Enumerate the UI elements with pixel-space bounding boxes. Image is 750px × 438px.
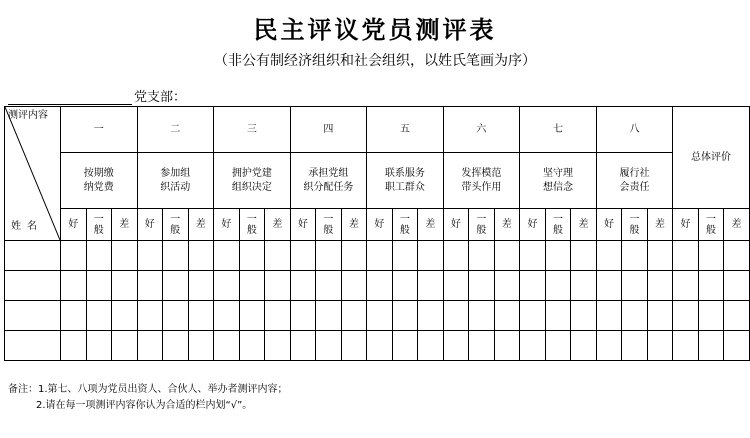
rating-cell[interactable] bbox=[137, 271, 163, 301]
rating-cell[interactable] bbox=[341, 241, 367, 271]
rating-cell[interactable] bbox=[290, 301, 316, 331]
item-description-3 bbox=[214, 153, 291, 209]
item-description-line1: 履行社 bbox=[619, 167, 650, 179]
rating-cell[interactable] bbox=[571, 331, 597, 361]
grade-good-header: 好 bbox=[673, 209, 699, 241]
item-description-line1: 拥护党建 bbox=[231, 167, 272, 179]
rating-cell[interactable] bbox=[214, 301, 240, 331]
notes bbox=[8, 382, 288, 414]
rating-cell[interactable] bbox=[61, 301, 87, 331]
member-name-cell[interactable] bbox=[5, 271, 61, 301]
rating-cell[interactable] bbox=[698, 271, 724, 301]
rating-cell[interactable] bbox=[545, 241, 571, 271]
rating-cell[interactable] bbox=[112, 301, 138, 331]
rating-cell[interactable] bbox=[341, 331, 367, 361]
rating-cell[interactable] bbox=[622, 241, 648, 271]
rating-cell[interactable] bbox=[596, 301, 622, 331]
item-description-line1: 参加组 bbox=[160, 167, 191, 179]
rating-cell[interactable] bbox=[265, 241, 291, 271]
item-description-8 bbox=[596, 153, 673, 209]
grade-average-header bbox=[239, 209, 265, 241]
grade-average-line2: 般 bbox=[552, 224, 563, 236]
rating-cell[interactable] bbox=[571, 301, 597, 331]
rating-cell[interactable] bbox=[469, 271, 495, 301]
rating-cell[interactable] bbox=[724, 331, 750, 361]
grade-poor-header: 差 bbox=[188, 209, 214, 241]
rating-cell[interactable] bbox=[520, 241, 546, 271]
content-label: 测评内容 bbox=[8, 110, 48, 121]
item-description-4 bbox=[290, 153, 367, 209]
rating-cell[interactable] bbox=[112, 241, 138, 271]
item-description-line2: 组织决定 bbox=[231, 181, 272, 193]
rating-cell[interactable] bbox=[418, 241, 444, 271]
rating-cell[interactable] bbox=[494, 301, 520, 331]
item-description-6 bbox=[443, 153, 520, 209]
grade-good-header: 好 bbox=[443, 209, 469, 241]
overall-evaluation-header: 总体评价 bbox=[673, 107, 750, 209]
rating-cell[interactable] bbox=[571, 241, 597, 271]
grade-average-line2: 般 bbox=[399, 224, 410, 236]
grade-average-header bbox=[698, 209, 724, 241]
rating-cell[interactable] bbox=[239, 271, 265, 301]
rating-cell[interactable] bbox=[163, 301, 189, 331]
rating-cell[interactable] bbox=[647, 331, 673, 361]
rating-cell[interactable] bbox=[647, 301, 673, 331]
item-description-line1: 坚守理 bbox=[542, 167, 573, 179]
grade-poor-header: 差 bbox=[112, 209, 138, 241]
item-description-5 bbox=[367, 153, 444, 209]
rating-cell[interactable] bbox=[112, 271, 138, 301]
rating-cell[interactable] bbox=[571, 271, 597, 301]
rating-cell[interactable] bbox=[392, 331, 418, 361]
item-number-8: 八 bbox=[596, 107, 673, 153]
rating-cell[interactable] bbox=[214, 331, 240, 361]
rating-cell[interactable] bbox=[418, 271, 444, 301]
rating-cell[interactable] bbox=[596, 331, 622, 361]
item-number-6: 六 bbox=[443, 107, 520, 153]
rating-cell[interactable] bbox=[724, 301, 750, 331]
item-description-line2: 想信念 bbox=[542, 181, 573, 193]
rating-cell[interactable] bbox=[443, 331, 469, 361]
rating-cell[interactable] bbox=[698, 241, 724, 271]
note-line-2: 2.请在每一项测评内容你认为合适的栏内划“√”。 bbox=[36, 400, 253, 411]
item-description-line2: 织分配任务 bbox=[303, 181, 354, 193]
grade-poor-header: 差 bbox=[494, 209, 520, 241]
rating-cell[interactable] bbox=[239, 331, 265, 361]
grade-poor-header: 差 bbox=[341, 209, 367, 241]
grade-average-line2: 般 bbox=[323, 224, 334, 236]
rating-cell[interactable] bbox=[61, 331, 87, 361]
grade-average-line2: 般 bbox=[170, 224, 181, 236]
rating-cell[interactable] bbox=[724, 271, 750, 301]
item-description-line1: 承担党组 bbox=[308, 167, 349, 179]
party-branch-line bbox=[8, 86, 186, 105]
grade-average-line1: 一 bbox=[170, 213, 181, 225]
rating-cell[interactable] bbox=[392, 271, 418, 301]
grade-average-header bbox=[545, 209, 571, 241]
name-label: 姓名 bbox=[11, 221, 43, 232]
rating-cell[interactable] bbox=[188, 331, 214, 361]
grade-average-line1: 一 bbox=[552, 213, 563, 225]
rating-cell[interactable] bbox=[86, 331, 112, 361]
rating-cell[interactable] bbox=[673, 271, 699, 301]
rating-cell[interactable] bbox=[137, 331, 163, 361]
table-row bbox=[5, 241, 750, 271]
rating-cell[interactable] bbox=[188, 301, 214, 331]
table-row bbox=[5, 301, 750, 331]
grade-poor-header: 差 bbox=[647, 209, 673, 241]
grade-average-line1: 一 bbox=[706, 213, 716, 225]
rating-cell[interactable] bbox=[290, 241, 316, 271]
rating-cell[interactable] bbox=[341, 271, 367, 301]
rating-cell[interactable] bbox=[622, 331, 648, 361]
rating-cell[interactable] bbox=[316, 271, 342, 301]
rating-cell[interactable] bbox=[239, 301, 265, 331]
rating-cell[interactable] bbox=[545, 301, 571, 331]
rating-cell[interactable] bbox=[188, 241, 214, 271]
form-title: 民主评议党员测评表 bbox=[253, 15, 497, 44]
grade-good-header: 好 bbox=[137, 209, 163, 241]
grade-average-header bbox=[469, 209, 495, 241]
item-description-line1: 联系服务 bbox=[384, 167, 425, 179]
rating-cell[interactable] bbox=[265, 271, 291, 301]
rating-cell[interactable] bbox=[545, 331, 571, 361]
rating-cell[interactable] bbox=[316, 331, 342, 361]
grade-average-line1: 一 bbox=[399, 213, 410, 225]
grade-good-header: 好 bbox=[520, 209, 546, 241]
rating-cell[interactable] bbox=[647, 241, 673, 271]
grade-poor-header: 差 bbox=[265, 209, 291, 241]
rating-cell[interactable] bbox=[469, 331, 495, 361]
rating-cell[interactable] bbox=[418, 331, 444, 361]
item-number-2: 二 bbox=[137, 107, 214, 153]
item-number-3: 三 bbox=[214, 107, 291, 153]
item-description-line1: 按期缴 bbox=[83, 167, 114, 179]
grade-average-line2: 般 bbox=[246, 224, 257, 236]
item-description-1 bbox=[61, 153, 138, 209]
item-description-line2: 带头作用 bbox=[461, 181, 502, 193]
grade-average-line1: 一 bbox=[323, 213, 334, 225]
rating-cell[interactable] bbox=[392, 241, 418, 271]
rating-cell[interactable] bbox=[188, 271, 214, 301]
item-description-line2: 织活动 bbox=[160, 181, 191, 193]
member-name-cell[interactable] bbox=[5, 241, 61, 271]
rating-cell[interactable] bbox=[367, 241, 393, 271]
rating-cell[interactable] bbox=[367, 301, 393, 331]
member-name-cell[interactable] bbox=[5, 331, 61, 361]
rating-cell[interactable] bbox=[418, 301, 444, 331]
rating-cell[interactable] bbox=[239, 241, 265, 271]
rating-cell[interactable] bbox=[316, 301, 342, 331]
rating-cell[interactable] bbox=[469, 241, 495, 271]
rating-cell[interactable] bbox=[367, 271, 393, 301]
rating-cell[interactable] bbox=[647, 271, 673, 301]
rating-cell[interactable] bbox=[137, 241, 163, 271]
grade-average-line2: 般 bbox=[706, 224, 716, 236]
table-row bbox=[5, 331, 750, 361]
rating-cell[interactable] bbox=[214, 271, 240, 301]
item-description-line2: 纳党费 bbox=[83, 181, 114, 193]
item-description-line2: 会责任 bbox=[619, 181, 650, 193]
grade-good-header: 好 bbox=[596, 209, 622, 241]
rating-cell[interactable] bbox=[494, 331, 520, 361]
rating-cell[interactable] bbox=[392, 301, 418, 331]
table-row bbox=[5, 271, 750, 301]
rating-cell[interactable] bbox=[673, 301, 699, 331]
rating-cell[interactable] bbox=[520, 331, 546, 361]
rating-cell[interactable] bbox=[163, 331, 189, 361]
grade-poor-header: 差 bbox=[724, 209, 750, 241]
grade-average-header bbox=[316, 209, 342, 241]
grade-average-header bbox=[86, 209, 112, 241]
rating-cell[interactable] bbox=[86, 271, 112, 301]
rating-cell[interactable] bbox=[265, 301, 291, 331]
member-name-cell[interactable] bbox=[5, 301, 61, 331]
grade-average-line2: 般 bbox=[93, 224, 104, 236]
grade-average-line1: 一 bbox=[476, 213, 487, 225]
diagonal-header-cell bbox=[5, 107, 61, 241]
grade-average-line2: 般 bbox=[476, 224, 487, 236]
item-description-2 bbox=[137, 153, 214, 209]
rating-cell[interactable] bbox=[622, 271, 648, 301]
rating-cell[interactable] bbox=[724, 241, 750, 271]
item-number-5: 五 bbox=[367, 107, 444, 153]
grade-good-header: 好 bbox=[61, 209, 87, 241]
rating-cell[interactable] bbox=[316, 241, 342, 271]
item-number-1: 一 bbox=[61, 107, 138, 153]
form-subtitle: （非公有制经济组织和社会组织，以姓氏笔画为序） bbox=[214, 53, 536, 69]
rating-cell[interactable] bbox=[494, 271, 520, 301]
rating-cell[interactable] bbox=[367, 331, 393, 361]
branch-name-blank[interactable] bbox=[8, 90, 132, 105]
rating-cell[interactable] bbox=[163, 241, 189, 271]
rating-cell[interactable] bbox=[545, 271, 571, 301]
rating-cell[interactable] bbox=[86, 241, 112, 271]
rating-cell[interactable] bbox=[520, 301, 546, 331]
rating-cell[interactable] bbox=[596, 241, 622, 271]
rating-cell[interactable] bbox=[341, 301, 367, 331]
item-description-7 bbox=[520, 153, 597, 209]
evaluation-table bbox=[4, 106, 750, 361]
rating-cell[interactable] bbox=[673, 241, 699, 271]
rating-cell[interactable] bbox=[673, 331, 699, 361]
item-number-4: 四 bbox=[290, 107, 367, 153]
rating-cell[interactable] bbox=[698, 331, 724, 361]
rating-cell[interactable] bbox=[137, 301, 163, 331]
rating-cell[interactable] bbox=[494, 241, 520, 271]
rating-cell[interactable] bbox=[112, 331, 138, 361]
grade-average-line1: 一 bbox=[629, 213, 640, 225]
rating-cell[interactable] bbox=[61, 241, 87, 271]
grade-poor-header: 差 bbox=[571, 209, 597, 241]
rating-cell[interactable] bbox=[469, 301, 495, 331]
item-number-7: 七 bbox=[520, 107, 597, 153]
grade-average-header bbox=[622, 209, 648, 241]
rating-cell[interactable] bbox=[443, 241, 469, 271]
grade-average-line2: 般 bbox=[629, 224, 640, 236]
rating-cell[interactable] bbox=[214, 241, 240, 271]
rating-cell[interactable] bbox=[290, 331, 316, 361]
rating-cell[interactable] bbox=[520, 271, 546, 301]
rating-cell[interactable] bbox=[443, 271, 469, 301]
rating-cell[interactable] bbox=[596, 271, 622, 301]
grade-good-header: 好 bbox=[367, 209, 393, 241]
grade-good-header: 好 bbox=[214, 209, 240, 241]
rating-cell[interactable] bbox=[698, 301, 724, 331]
grade-average-header bbox=[163, 209, 189, 241]
rating-cell[interactable] bbox=[265, 331, 291, 361]
item-description-line2: 职工群众 bbox=[384, 181, 425, 193]
rating-cell[interactable] bbox=[622, 301, 648, 331]
rating-cell[interactable] bbox=[86, 301, 112, 331]
branch-label: 党支部： bbox=[134, 90, 187, 105]
note-line-1: 备注：1.第七、八项为党员出资人、合伙人、举办者测评内容； bbox=[8, 384, 288, 395]
rating-cell[interactable] bbox=[163, 271, 189, 301]
rating-cell[interactable] bbox=[290, 271, 316, 301]
grade-average-line1: 一 bbox=[246, 213, 257, 225]
item-description-line1: 发挥模范 bbox=[461, 167, 502, 179]
grade-average-line1: 一 bbox=[93, 213, 104, 225]
grade-good-header: 好 bbox=[290, 209, 316, 241]
grade-average-header bbox=[392, 209, 418, 241]
rating-cell[interactable] bbox=[443, 301, 469, 331]
grade-poor-header: 差 bbox=[418, 209, 444, 241]
rating-cell[interactable] bbox=[61, 271, 87, 301]
